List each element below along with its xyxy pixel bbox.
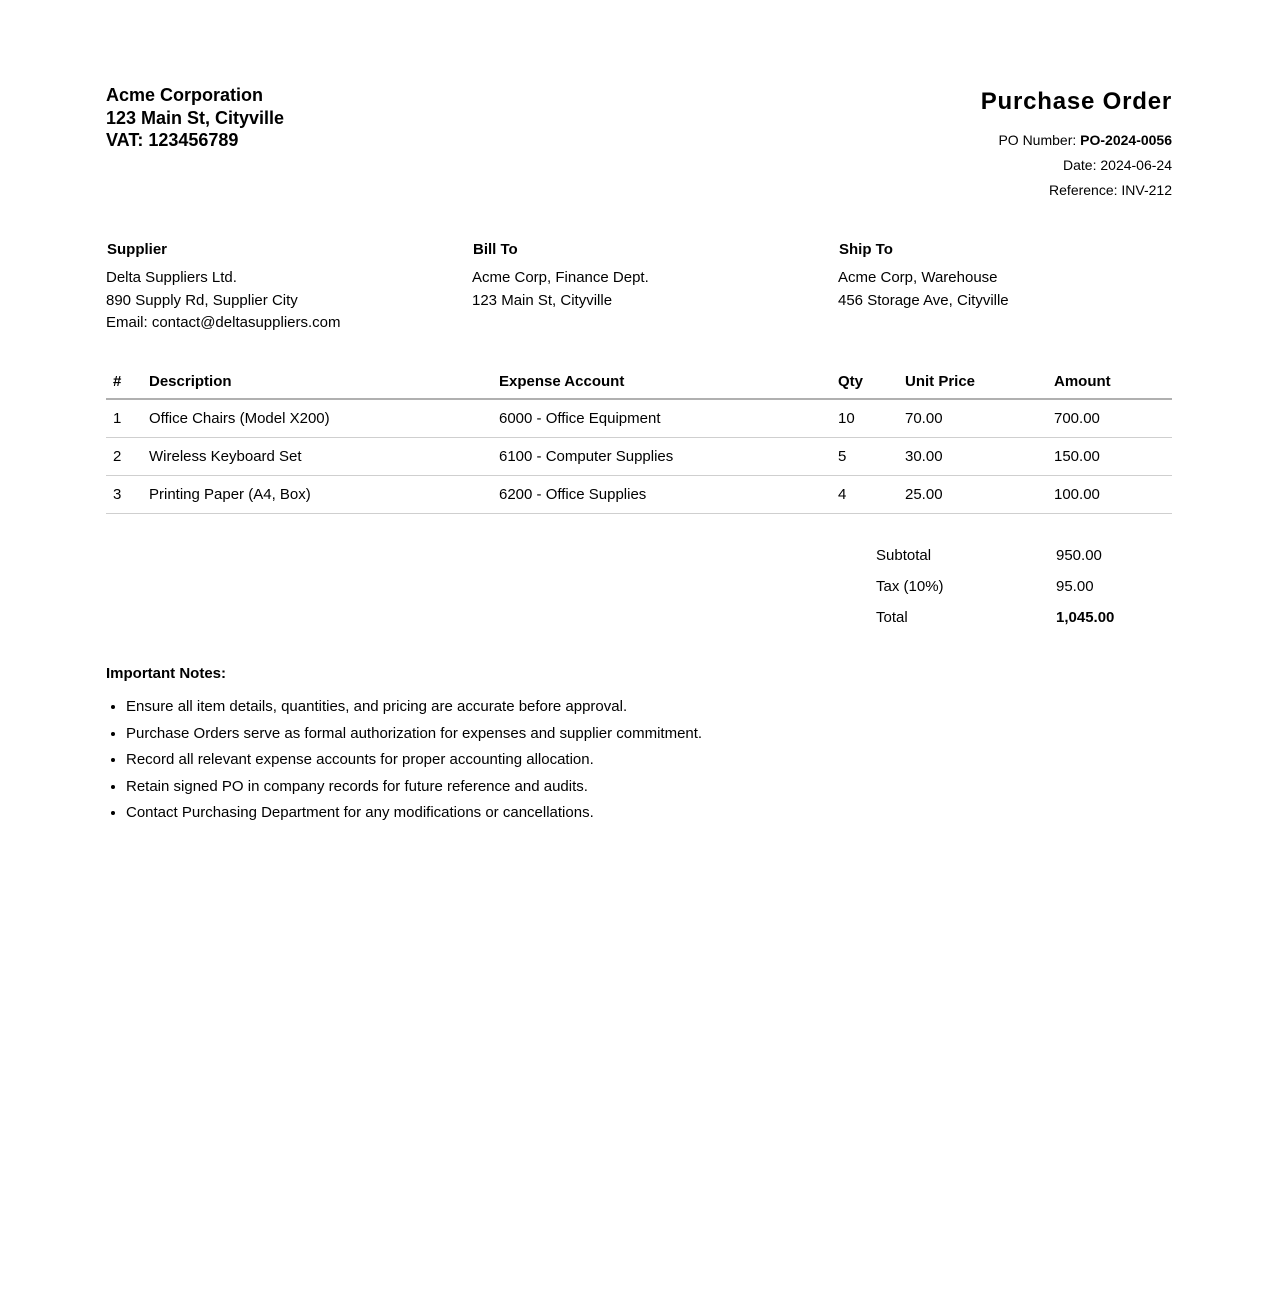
- supplier-name: Delta Suppliers Ltd.: [106, 269, 237, 286]
- item-unit-price: 70.00: [898, 399, 1047, 437]
- supplier-email: Email: contact@deltasuppliers.com: [106, 314, 341, 331]
- item-expense-account: 6100 - Computer Supplies: [492, 437, 831, 475]
- ship-to-block: [838, 241, 1178, 312]
- item-qty: 10: [831, 399, 898, 437]
- item-description: Wireless Keyboard Set: [142, 437, 492, 475]
- item-description: Office Chairs (Model X200): [142, 399, 492, 437]
- item-number: 2: [106, 437, 142, 475]
- list-item: • Record all relevant expense accounts for proper accounting allocation.: [126, 747, 1172, 774]
- po-reference-line: [981, 178, 1172, 203]
- item-expense-account: 6000 - Office Equipment: [492, 399, 831, 437]
- subtotal-row: [876, 547, 1172, 578]
- ship-to-address: 456 Storage Ave, Cityville: [838, 291, 1009, 309]
- bill-to-block: [472, 241, 812, 312]
- supplier-address: 890 Supply Rd, Supplier City: [106, 291, 298, 309]
- column-header-qty: Qty: [831, 365, 898, 399]
- po-reference-label: Reference:: [1049, 182, 1118, 198]
- table-row: [106, 399, 1172, 437]
- table-row: [106, 437, 1172, 475]
- company-info: [106, 84, 284, 152]
- item-amount: 100.00: [1047, 475, 1172, 513]
- document-header: [106, 84, 1172, 224]
- item-unit-price: 30.00: [898, 437, 1047, 475]
- total-value: 1,045.00: [1056, 609, 1115, 626]
- ship-to-title: Ship To: [839, 241, 893, 258]
- item-amount: 700.00: [1047, 399, 1172, 437]
- company-address: 123 Main St, Cityville: [106, 107, 285, 128]
- parties-section: [106, 241, 1172, 341]
- column-header-description: Description: [142, 365, 492, 399]
- po-number-label: PO Number:: [998, 132, 1077, 148]
- column-header-amount: Amount: [1047, 365, 1172, 399]
- totals-section: [876, 547, 1172, 640]
- po-date-label: Date:: [1063, 157, 1097, 173]
- tax-row: [876, 578, 1172, 609]
- po-reference: INV-212: [1121, 182, 1172, 198]
- item-expense-account: 6200 - Office Supplies: [492, 475, 831, 513]
- notes-title: Important Notes:: [106, 665, 226, 682]
- po-date: 2024-06-24: [1100, 157, 1172, 173]
- company-name: Acme Corporation: [106, 85, 264, 105]
- po-number-line: [981, 128, 1172, 153]
- supplier-title: Supplier: [107, 241, 168, 258]
- item-number: 1: [106, 399, 142, 437]
- table-header-row: [106, 365, 1172, 399]
- items-table: [106, 365, 1172, 514]
- purchase-order-document: [106, 84, 1172, 821]
- po-info: [981, 87, 1172, 203]
- column-header-unit-price: Unit Price: [898, 365, 1047, 399]
- supplier-block: [106, 241, 446, 335]
- tax-label: Tax (10%): [876, 578, 944, 595]
- item-qty: 4: [831, 475, 898, 513]
- item-qty: 5: [831, 437, 898, 475]
- total-row: [876, 609, 1172, 640]
- notes-section: [106, 664, 1172, 827]
- list-item: • Contact Purchasing Department for any modifications or cancellations.: [126, 800, 1172, 827]
- bill-to-address: 123 Main St, Cityville: [472, 291, 613, 309]
- notes-list: [106, 694, 1172, 827]
- list-item: • Purchase Orders serve as formal authorization for expenses and supplier commitment.: [126, 721, 1172, 748]
- list-item: • Retain signed PO in company records for future reference and audits.: [126, 774, 1172, 801]
- company-vat: VAT: 123456789: [106, 130, 239, 150]
- subtotal-value: 950.00: [1056, 547, 1102, 564]
- column-header-number: #: [106, 365, 142, 399]
- page-title: Purchase Order: [980, 88, 1172, 115]
- po-number: PO-2024-0056: [1080, 132, 1172, 148]
- total-label: Total: [876, 609, 908, 626]
- ship-to-name: Acme Corp, Warehouse: [838, 269, 998, 286]
- list-item: • Ensure all item details, quantities, and pricing are accurate before approval.: [126, 694, 1172, 721]
- table-row: [106, 475, 1172, 513]
- po-date-line: [981, 153, 1172, 178]
- item-amount: 150.00: [1047, 437, 1172, 475]
- item-description: Printing Paper (A4, Box): [142, 475, 492, 513]
- subtotal-label: Subtotal: [876, 547, 932, 564]
- item-number: 3: [106, 475, 142, 513]
- column-header-expense-account: Expense Account: [492, 365, 831, 399]
- item-unit-price: 25.00: [898, 475, 1047, 513]
- bill-to-name: Acme Corp, Finance Dept.: [472, 269, 649, 286]
- tax-value: 95.00: [1056, 578, 1094, 595]
- bill-to-title: Bill To: [473, 241, 518, 258]
